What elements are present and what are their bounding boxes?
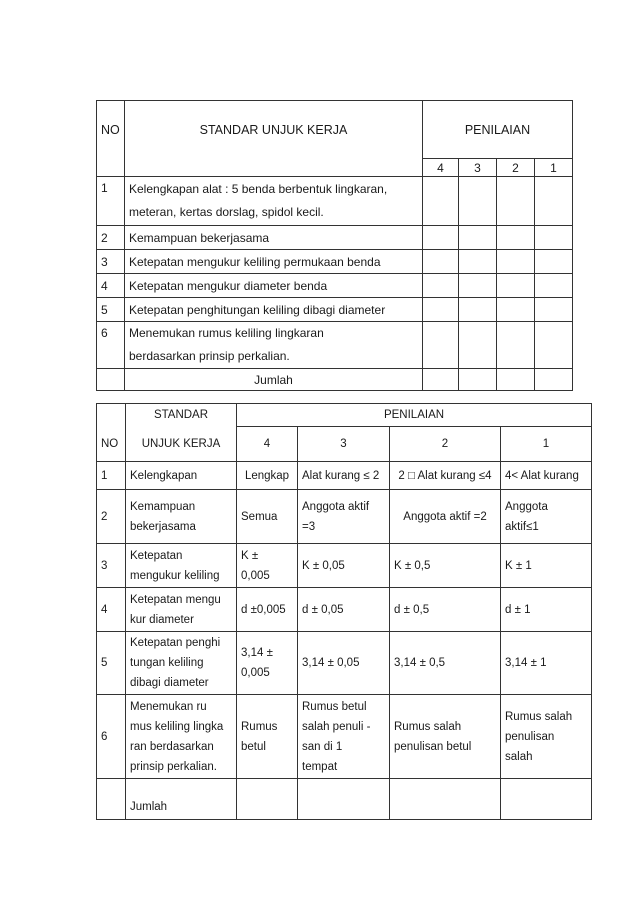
score-checkbox[interactable] bbox=[459, 250, 497, 274]
t2-score-header: 4 bbox=[237, 427, 298, 462]
rubric-cell-4: d ±0,005 bbox=[237, 588, 298, 632]
rubric-cell-2: 3,14 ± 0,5 bbox=[390, 632, 501, 695]
table-row bbox=[97, 250, 573, 274]
t1-header-standar: STANDAR UNJUK KERJA bbox=[125, 101, 423, 159]
table-row bbox=[97, 632, 592, 695]
criteria-cell bbox=[125, 322, 423, 369]
criteria-cell bbox=[126, 695, 237, 779]
score-checkbox[interactable] bbox=[459, 298, 497, 322]
total-label: Jumlah bbox=[125, 369, 423, 391]
score-checkbox[interactable] bbox=[459, 226, 497, 250]
table-row bbox=[97, 322, 573, 369]
row-number: 3 bbox=[97, 544, 126, 588]
criteria-line: Menemukan rumus keliling lingkaran bbox=[129, 326, 324, 340]
rubric-cell-3: K ± 0,05 bbox=[298, 544, 390, 588]
score-checkbox[interactable] bbox=[497, 298, 535, 322]
total-cell[interactable] bbox=[535, 369, 573, 391]
score-checkbox[interactable] bbox=[497, 250, 535, 274]
criteria-line: Menemukan ru bbox=[130, 700, 207, 713]
t2-score-header: 1 bbox=[501, 427, 592, 462]
score-checkbox[interactable] bbox=[535, 177, 573, 226]
score-checkbox[interactable] bbox=[423, 226, 459, 250]
rubric-line: K ± bbox=[241, 549, 259, 562]
row-number: 3 bbox=[97, 250, 125, 274]
row-number: 4 bbox=[97, 588, 126, 632]
table-row bbox=[97, 274, 573, 298]
score-checkbox[interactable] bbox=[535, 274, 573, 298]
criteria-line: Kelengkapan bbox=[126, 462, 237, 490]
rubric-cell-4 bbox=[237, 544, 298, 588]
criteria-line: mus keliling lingka bbox=[130, 720, 224, 733]
criteria-cell bbox=[125, 177, 423, 226]
score-checkbox[interactable] bbox=[423, 250, 459, 274]
row-number: 2 bbox=[97, 490, 126, 544]
score-checkbox[interactable] bbox=[459, 177, 497, 226]
criteria-line: Kemampuan bekerjasama bbox=[125, 226, 423, 250]
score-checkbox[interactable] bbox=[535, 226, 573, 250]
total-cell[interactable] bbox=[298, 779, 390, 820]
table-row bbox=[97, 695, 592, 779]
t2-score-header: 2 bbox=[390, 427, 501, 462]
score-checkbox[interactable] bbox=[535, 298, 573, 322]
t1-score-header: 1 bbox=[535, 159, 573, 177]
row-number: 1 bbox=[97, 177, 125, 226]
criteria-line: tungan keliling bbox=[130, 657, 204, 669]
rubric-line: betul bbox=[241, 740, 266, 753]
score-checkbox[interactable] bbox=[497, 322, 535, 369]
total-cell[interactable] bbox=[390, 779, 501, 820]
score-checkbox[interactable] bbox=[459, 322, 497, 369]
rubric-cell-1: 3,14 ± 1 bbox=[501, 632, 592, 695]
rubric-cell-4: Lengkap bbox=[237, 462, 298, 490]
score-checkbox[interactable] bbox=[535, 250, 573, 274]
score-checkbox[interactable] bbox=[423, 177, 459, 226]
rubric-line: 0,005 bbox=[241, 569, 270, 582]
criteria-line: kur diameter bbox=[130, 613, 194, 626]
criteria-line: ran berdasarkan bbox=[130, 740, 214, 753]
row-number: 2 bbox=[97, 226, 125, 250]
rubric-cell-4 bbox=[237, 695, 298, 779]
t2-header-standar: STANDAR bbox=[126, 404, 237, 427]
criteria-cell bbox=[126, 544, 237, 588]
row-number: 4 bbox=[97, 274, 125, 298]
rubric-line: 3,14 ± bbox=[241, 647, 273, 659]
criteria-line: Kelengkapan alat : 5 benda berbentuk lingkaran, bbox=[129, 182, 388, 196]
criteria-line: Ketepatan mengukur keliling permukaan benda bbox=[125, 250, 423, 274]
rubric-line: Rumus bbox=[241, 720, 278, 733]
rubric-cell-1 bbox=[501, 695, 592, 779]
total-cell[interactable] bbox=[423, 369, 459, 391]
t1-header-penilaian: PENILAIAN bbox=[423, 101, 573, 159]
score-checkbox[interactable] bbox=[497, 274, 535, 298]
row-number: 5 bbox=[97, 632, 126, 695]
t1-score-header: 2 bbox=[497, 159, 535, 177]
rubric-cell-3: d ± 0,05 bbox=[298, 588, 390, 632]
rubric-line: Anggota aktif bbox=[302, 500, 370, 513]
rubric-cell-2: 2 □ Alat kurang ≤4 bbox=[390, 462, 501, 490]
total-cell[interactable] bbox=[459, 369, 497, 391]
criteria-line: meteran, kertas dorslag, spidol kecil. bbox=[129, 205, 324, 219]
rubric-line: =3 bbox=[302, 520, 316, 533]
rubric-cell-1: K ± 1 bbox=[501, 544, 592, 588]
rubric-line: Rumus salah bbox=[394, 720, 462, 733]
rubric-cell-1: d ± 1 bbox=[501, 588, 592, 632]
score-checkbox[interactable] bbox=[497, 177, 535, 226]
score-checkbox[interactable] bbox=[535, 322, 573, 369]
rubric-line: Rumus betul bbox=[302, 700, 367, 713]
rubric-line: aktif≤1 bbox=[505, 520, 539, 533]
criteria-cell bbox=[126, 490, 237, 544]
rubric-line: penulisan betul bbox=[394, 740, 472, 753]
rubric-line: Rumus salah bbox=[505, 710, 573, 723]
rubric-line: salah bbox=[505, 750, 533, 763]
criteria-line: Ketepatan mengu bbox=[130, 593, 221, 606]
table-row bbox=[97, 462, 592, 490]
t2-header-penilaian: PENILAIAN bbox=[237, 404, 592, 427]
table-row bbox=[97, 544, 592, 588]
row-number: 1 bbox=[97, 462, 126, 490]
criteria-line: dibagi diameter bbox=[130, 677, 209, 689]
t1-header-no: NO bbox=[97, 101, 125, 159]
criteria-cell bbox=[126, 588, 237, 632]
row-number: 6 bbox=[97, 322, 125, 369]
criteria-line: Ketepatan penghi bbox=[130, 637, 221, 649]
rubric-cell-4 bbox=[237, 632, 298, 695]
rubric-cell-2: K ± 0,5 bbox=[390, 544, 501, 588]
t2-header-no: NO bbox=[97, 427, 126, 462]
score-checkbox[interactable] bbox=[423, 274, 459, 298]
total-cell[interactable] bbox=[501, 779, 592, 820]
rubric-line: 0,005 bbox=[241, 667, 270, 679]
table-row bbox=[97, 226, 573, 250]
rubric-cell-2: Anggota aktif =2 bbox=[390, 490, 501, 544]
table-row bbox=[97, 490, 592, 544]
criteria-line: berdasarkan prinsip perkalian. bbox=[129, 349, 290, 363]
criteria-line: Kemampuan bbox=[130, 500, 196, 513]
rubric-cell-3 bbox=[298, 695, 390, 779]
rubric-cell-2: d ± 0,5 bbox=[390, 588, 501, 632]
score-checkbox[interactable] bbox=[497, 226, 535, 250]
rubric-cell-3: Alat kurang ≤ 2 bbox=[298, 462, 390, 490]
criteria-line: Ketepatan mengukur diameter benda bbox=[125, 274, 423, 298]
rubric-line: penulisan bbox=[505, 730, 555, 743]
rubric-line: san di 1 bbox=[302, 740, 343, 753]
rubric-cell-2 bbox=[390, 695, 501, 779]
rubric-line: tempat bbox=[302, 760, 338, 773]
criteria-line: bekerjasama bbox=[130, 520, 196, 533]
rubric-line: salah penuli - bbox=[302, 720, 371, 733]
criteria-line: mengukur keliling bbox=[130, 569, 220, 582]
criteria-line: prinsip perkalian. bbox=[130, 760, 217, 773]
t1-score-header: 3 bbox=[459, 159, 497, 177]
score-checkbox[interactable] bbox=[459, 274, 497, 298]
score-checkbox[interactable] bbox=[423, 322, 459, 369]
t2-header-standar: UNJUK KERJA bbox=[126, 427, 237, 462]
t2-score-header: 3 bbox=[298, 427, 390, 462]
table-row bbox=[97, 588, 592, 632]
criteria-line: Ketepatan penghitungan keliling dibagi diameter bbox=[125, 298, 423, 322]
score-checkbox[interactable] bbox=[423, 298, 459, 322]
total-label: Jumlah bbox=[126, 779, 237, 820]
total-cell[interactable] bbox=[237, 779, 298, 820]
total-cell[interactable] bbox=[497, 369, 535, 391]
row-number: 5 bbox=[97, 298, 125, 322]
rubric-cell-3: 3,14 ± 0,05 bbox=[298, 632, 390, 695]
rubric-cell-1: 4< Alat kurang bbox=[501, 462, 592, 490]
rubric-cell-3 bbox=[298, 490, 390, 544]
row-number: 6 bbox=[97, 695, 126, 779]
rubric-cell-1 bbox=[501, 490, 592, 544]
t1-score-header: 4 bbox=[423, 159, 459, 177]
assessment-table-2 bbox=[96, 403, 592, 820]
rubric-line: Anggota bbox=[505, 500, 548, 513]
criteria-cell bbox=[126, 632, 237, 695]
total-row bbox=[97, 779, 592, 820]
table-row bbox=[97, 177, 573, 226]
rubric-cell-4: Semua bbox=[237, 490, 298, 544]
criteria-line: Ketepatan bbox=[130, 549, 183, 562]
total-row bbox=[97, 369, 573, 391]
assessment-table-1 bbox=[96, 100, 573, 391]
table-row bbox=[97, 298, 573, 322]
